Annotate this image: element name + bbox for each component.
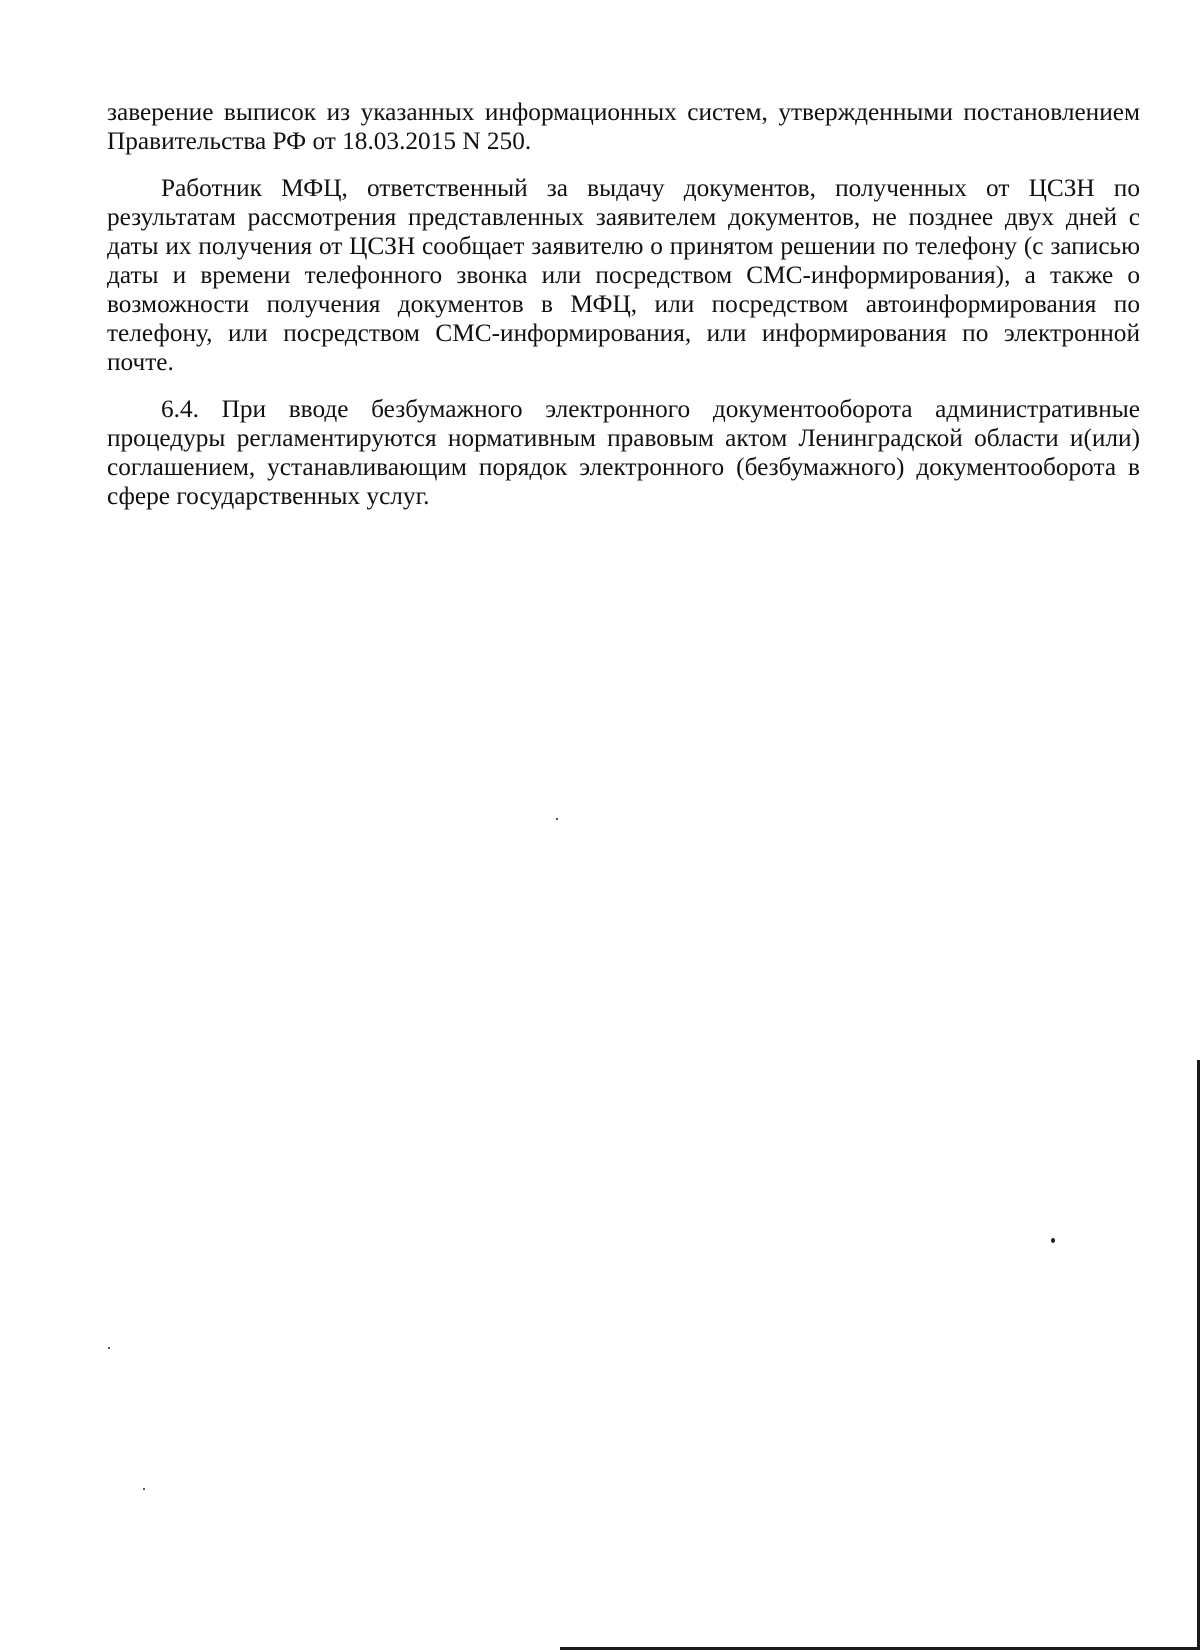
scan-speck bbox=[108, 1347, 110, 1349]
scan-speck bbox=[143, 1488, 145, 1490]
paragraph-mfc-employee: Работник МФЦ, ответственный за выдачу документов, полученных от ЦСЗН по результатам рассмотрения представленных заявителем документов, не позднее двух дней с даты их получения от ЦСЗН сообщает заявителю о принятом решении по телефону (с записью даты и времени телефонного звонка или посредством СМС-информирования), а также о возможности получения документов в МФЦ, или посредством автоинформирования по телефону, или посредством СМС-информирования, или информирования по электронной почте. bbox=[107, 174, 1140, 376]
paragraph-extract-certification: заверение выписок из указанных информационных систем, утвержденными постановлением Правительства РФ от 18.03.2015 N 250. bbox=[107, 98, 1140, 155]
paragraph-6-4-paperless: 6.4. При вводе безбумажного электронного документооборота административные процедуры регламентируются нормативным правовым актом Ленинградской области и(или) соглашением, устанавливающим порядок электронного (безбумажного) документооборота в сфере государственных услуг. bbox=[107, 395, 1140, 510]
document-body bbox=[107, 98, 1140, 529]
scan-speck bbox=[556, 818, 558, 820]
scan-speck bbox=[1051, 1238, 1055, 1243]
